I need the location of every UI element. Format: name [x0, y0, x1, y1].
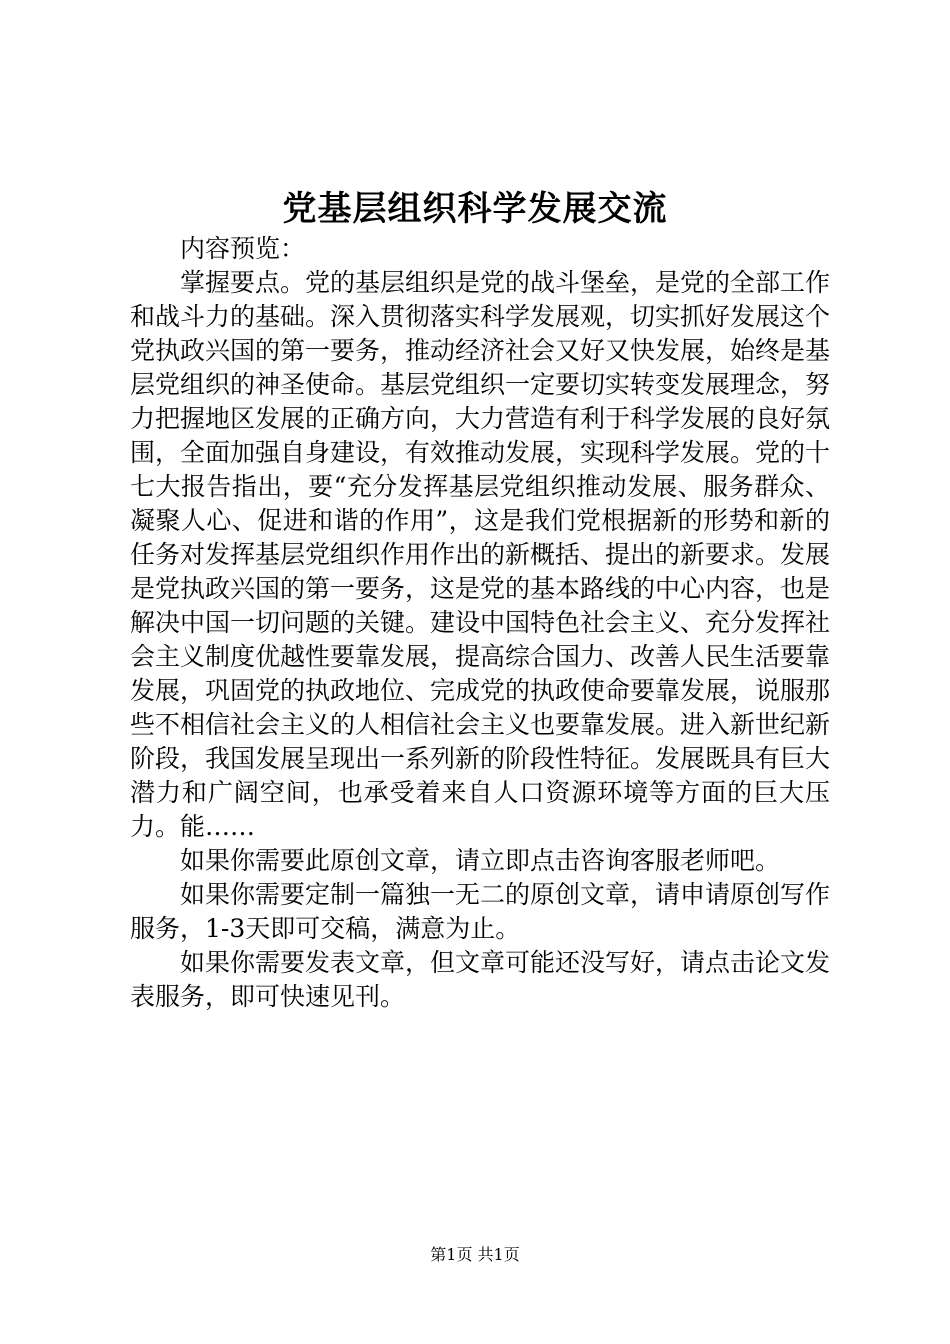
paragraph-publish: 如果你需要发表文章，但文章可能还没写好，请点击论文发表服务，即可快速见刊。 — [130, 948, 831, 1011]
document-title: 党基层组织科学发展交流 — [282, 189, 668, 229]
document-body — [130, 232, 830, 1014]
paragraph-consult: 如果你需要此原创文章，请立即点击咨询客服老师吧。 — [180, 846, 781, 875]
paragraph-main: 掌握要点。党的基层组织是党的战斗堡垒，是党的全部工作和战斗力的基础。深入贯彻落实科学发展观，切实抓好发展这个党执政兴国的第一要务，推动经济社会又好又快发展，始终是基层党组织的神圣使命。基层党组织一定要切实转变发展理念，努力把握地区发展的正确方向，大力营造有利于科学发展的良好氛围，全面加强自身建设，有效推动发展，实现科学发展。党的十七大报告指出，要“充分发挥基层党组织推动发展、服务群众、凝聚人心、促进和谐的作用”，这是我们党根据新的形势和新的任务对发挥基层党组织作用作出的新概括、提出的新要求。发展是党执政兴国的第一要务，这是党的基本路线的中心内容，也是解决中国一切问题的关键。建设中国特色社会主义、充分发挥社会主义制度优越性要靠发展，提高综合国力、改善人民生活要靠发展，巩固党的执政地位、完成党的执政使命要靠发展，说服那些不相信社会主义的人相信社会主义也要靠发展。进入新世纪新阶段，我国发展呈现出一系列新的阶段性特征。发展既具有巨大潜力和广阔空间，也承受着来自人口资源环境等方面的巨大压力。能…… — [130, 268, 831, 841]
page-number: 第1页 共1页 — [430, 1245, 520, 1264]
paragraph-custom-writing: 如果你需要定制一篇独一无二的原创文章，请申请原创写作服务，1-3天即可交稿，满意为止。 — [130, 880, 831, 943]
preview-label: 内容预览： — [180, 234, 306, 263]
